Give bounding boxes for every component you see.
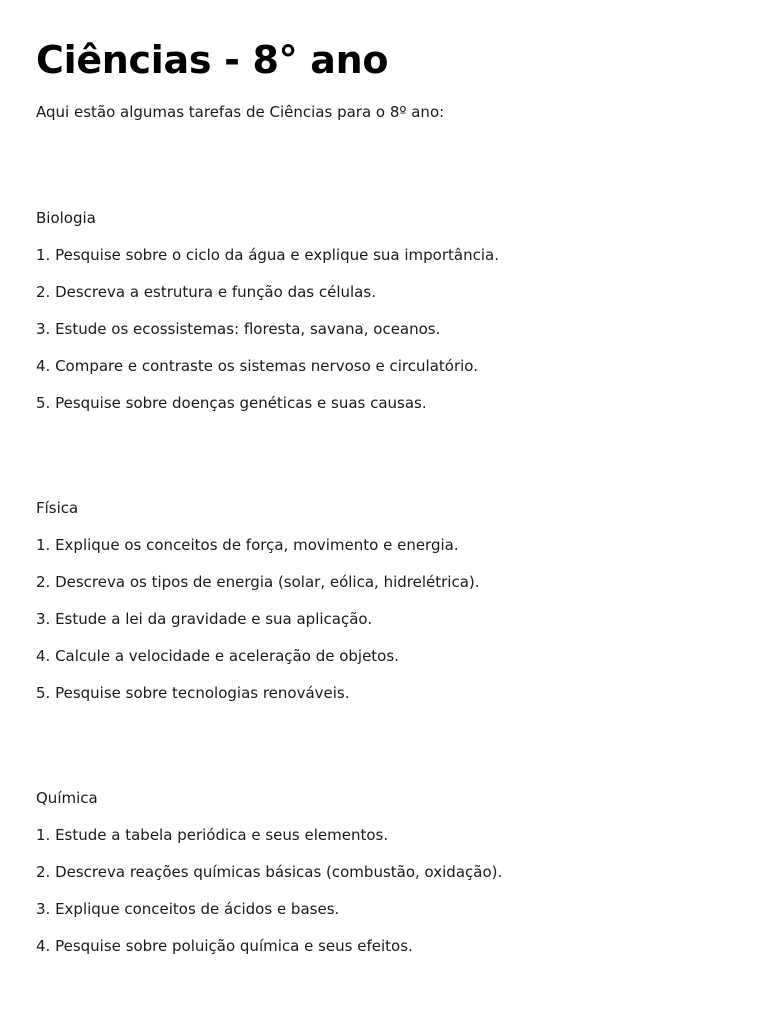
section-heading: Física [36,499,79,517]
list-item: 2. Descreva os tipos de energia (solar, eólica, hidrelétrica). [36,573,480,591]
list-item: 2. Descreva a estrutura e função das células. [36,283,376,301]
section-biologia [36,208,736,413]
list-item: 3. Explique conceitos de ácidos e bases. [36,900,340,918]
list-item: 5. Pesquise sobre tecnologias renováveis. [36,684,350,702]
task-list [36,535,736,703]
list-item: 4. Pesquise sobre poluição química e seus efeitos. [36,937,413,955]
intro-text: Aqui estão algumas tarefas de Ciências para o 8º ano: [36,103,445,121]
list-item: 2. Descreva reações químicas básicas (combustão, oxidação). [36,863,503,881]
task-list [36,245,736,413]
section-heading: Química [36,789,98,807]
list-item: 1. Explique os conceitos de força, movimento e energia. [36,536,459,554]
list-item: 4. Calcule a velocidade e aceleração de objetos. [36,647,399,665]
list-item: 1. Pesquise sobre o ciclo da água e explique sua importância. [36,246,499,264]
section-heading: Biologia [36,209,96,227]
list-item: 1. Estude a tabela periódica e seus elementos. [36,826,389,844]
list-item: 3. Estude os ecossistemas: floresta, savana, oceanos. [36,320,441,338]
task-list [36,825,736,956]
list-item: 4. Compare e contraste os sistemas nervoso e circulatório. [36,357,478,375]
page-title: Ciências - 8° ano [36,38,389,82]
list-item: 5. Pesquise sobre doenças genéticas e suas causas. [36,394,427,412]
section-fisica [36,498,736,703]
section-quimica [36,788,736,956]
list-item: 3. Estude a lei da gravidade e sua aplicação. [36,610,373,628]
